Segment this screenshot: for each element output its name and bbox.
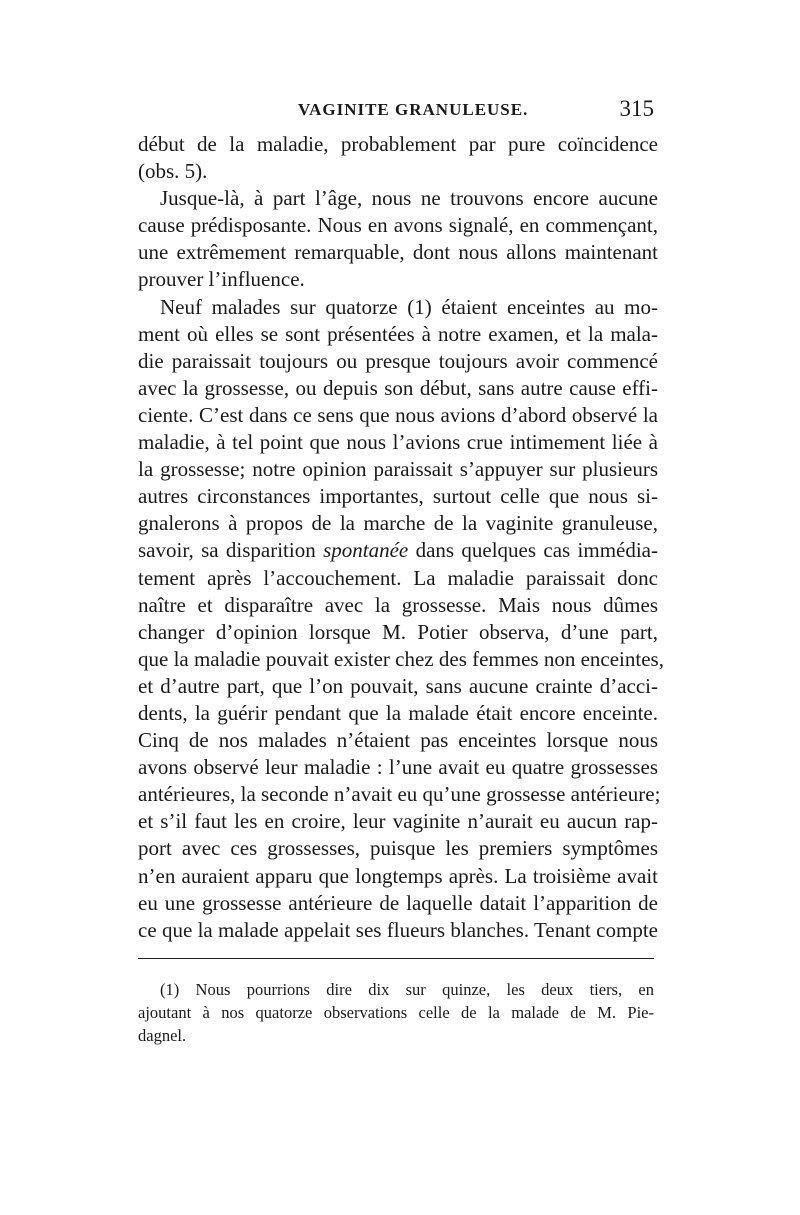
- text-line: eu une grossesse antérieure de laquelle datait l’apparition de: [138, 890, 658, 915]
- footnote-line: (1) Nous pourrions dire dix sur quinze, les deux tiers, en: [160, 980, 654, 999]
- text-line: Cinq de nos malades n’étaient pas enceintes lorsque nous: [138, 728, 658, 753]
- text-line: ment où elles se sont présentées à notre examen, et la mala-: [138, 321, 658, 346]
- page-header: [138, 96, 654, 126]
- text-line: n’en auraient apparu que longtemps après. La troisième avait: [138, 863, 658, 888]
- text-line: die paraissait toujours ou presque toujours avoir commencé: [138, 348, 658, 373]
- text-line: tement après l’accouchement. La maladie paraissait donc: [138, 565, 658, 590]
- text-line: gnalerons à propos de la marche de la vaginite granuleuse,: [138, 511, 658, 536]
- text-fragment: dans quelques cas immédia-: [415, 538, 658, 563]
- text-line: ciente. C’est dans ce sens que nous avions d’abord observé la: [138, 402, 658, 427]
- running-head: VAGINITE GRANULEUSE.: [298, 100, 529, 119]
- text-line: prouver l’influence.: [138, 267, 305, 292]
- text-line: cause prédisposante. Nous en avons signalé, en commençant,: [138, 213, 658, 238]
- text-line: naître et disparaître avec la grossesse. Mais nous dûmes: [138, 592, 658, 617]
- text-line: la grossesse; notre opinion paraissait s’appuyer sur plusieurs: [138, 457, 658, 482]
- text-line: ce que la malade appelait ses flueurs blanches. Tenant compte: [138, 917, 658, 942]
- text-fragment: savoir, sa disparition: [138, 538, 316, 563]
- text-line: antérieures, la seconde n’avait eu qu’une grossesse antérieure;: [138, 782, 661, 807]
- text-line: maladie, à tel point que nous l’avions crue intimement liée à: [138, 430, 658, 455]
- text-line: port avec ces grossesses, puisque les premiers symptômes: [138, 836, 658, 861]
- text-line: et d’autre part, que l’on pouvait, sans aucune crainte d’acci-: [138, 673, 658, 698]
- text-line: Neuf malades sur quatorze (1) étaient enceintes au mo-: [160, 294, 658, 319]
- text-line: [138, 537, 658, 564]
- text-line: avec la grossesse, ou depuis son début, sans autre cause effi-: [138, 375, 658, 400]
- footnote-rule: [138, 958, 654, 959]
- text-line: autres circonstances importantes, surtout celle que nous si-: [138, 484, 658, 509]
- footnote-line: dagnel.: [138, 1026, 187, 1045]
- text-line: avons observé leur maladie : l’une avait eu quatre grossesses: [138, 755, 658, 780]
- page-number: 315: [619, 96, 654, 121]
- text-line: dents, la guérir pendant que la malade était encore enceinte.: [138, 700, 658, 725]
- text-line: que la maladie pouvait exister chez des femmes non enceintes,: [138, 646, 664, 671]
- text-line: une extrêmement remarquable, dont nous allons maintenant: [138, 240, 658, 265]
- text-line: début de la maladie, probablement par pure coïncidence: [138, 132, 658, 156]
- body-text: [138, 131, 664, 944]
- text-line: (obs. 5).: [138, 159, 208, 184]
- footnote: [138, 978, 654, 1047]
- italic-word: spontanée: [323, 538, 409, 563]
- footnote-line: ajoutant à nos quatorze observations celle de la malade de M. Pie-: [138, 1003, 654, 1022]
- text-line: et s’il faut les en croire, leur vaginite n’aurait eu aucun rap-: [138, 809, 658, 834]
- text-line: Jusque-là, à part l’âge, nous ne trouvons encore aucune: [160, 186, 658, 211]
- text-line: changer d’opinion lorsque M. Potier observa, d’une part,: [138, 619, 658, 644]
